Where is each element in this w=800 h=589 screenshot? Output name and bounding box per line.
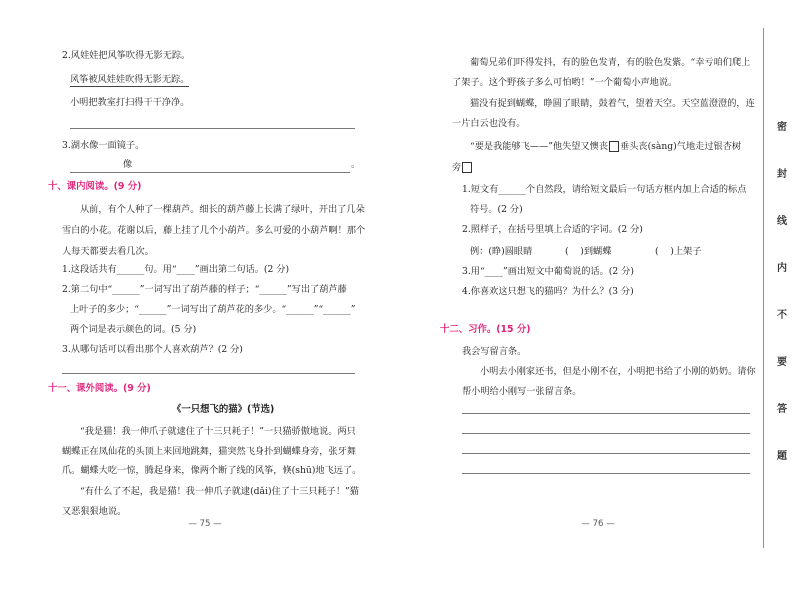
seal-char: 不 (777, 310, 787, 321)
passage-last-sentence (470, 141, 741, 153)
question-2-blank-2: ( )上架子 (655, 246, 702, 257)
answer-line (62, 373, 355, 374)
passage-line: 葡萄兄弟们吓得发抖，有的脸色发青，有的脸色发紫。“幸亏咱们爬上 (470, 57, 751, 68)
section-10-question-2-cont: 上叶子的多少；“______”一词写出了葫芦花的多少。“______”“______” (70, 304, 356, 315)
page-number-right: — 76 — (581, 519, 615, 529)
seal-char: 答 (777, 404, 787, 415)
seal-char: 内 (777, 263, 787, 274)
section-12-prompt-line: 帮小明给小刚写一张留言条。 (462, 386, 582, 397)
punctuation-box (462, 162, 472, 173)
writing-line (462, 413, 750, 414)
seal-char: 封 (777, 169, 787, 180)
passage-last-sentence-end (452, 162, 473, 174)
answer-line (70, 172, 350, 173)
section-10-question-2-cont: 两个词是表示颜色的词。(5 分) (70, 324, 197, 335)
section-11-heading: 十一、课外阅读。(9 分) (48, 383, 151, 394)
question-3: 3.用“____”画出短文中葡萄说的话。(2 分) (462, 266, 634, 277)
section-10-passage-line: 人每天都要去看几次。 (62, 246, 154, 257)
seal-line (763, 28, 764, 548)
section-11-passage-line: “有什么了不起，我是猫！我一伸爪子就逮(dǎi)住了十三只耗子！”猫 (80, 486, 359, 497)
section-10-passage-line: 雪白的小花。花谢以后，藤上挂了几个小葫芦。多么可爱的小葫芦啊！那个 (62, 225, 366, 236)
writing-line (462, 453, 750, 454)
punctuation-box (609, 141, 619, 152)
section-10-heading: 十、课内阅读。(9 分) (48, 181, 142, 192)
passage-last-sentence-start: “要是我能够飞——”他失望又懊丧 (470, 141, 609, 152)
section-10-passage-line: 从前，有个人种了一棵葫芦。细长的葫芦藤上长满了绿叶，开出了几朵 (80, 204, 365, 215)
question-2-example: 例：(睁)圆眼睛 (470, 246, 533, 257)
passage-last-sentence-middle: 垂头丧(sàng)气地走过银杏树 (620, 141, 742, 152)
rewrite-item2-task: 小明把教室打扫得干干净净。 (70, 97, 190, 108)
rewrite-item3-like-word: 像 (123, 159, 133, 170)
seal-char: 要 (777, 357, 787, 368)
question-1: 1.短文有______个自然段，请给短文最后一句话方框内加上合适的标点 (462, 184, 747, 195)
question-2-blank-1: ( )到蝴蝶 (565, 246, 612, 257)
rewrite-item2-example-text: 风筝被风娃娃吹得无影无踪。 (70, 74, 190, 85)
passage-line: 一片白云也没有。 (452, 118, 526, 129)
seal-char: 题 (777, 451, 787, 462)
rewrite-item3-period: 。 (351, 159, 361, 170)
writing-line (462, 433, 750, 434)
section-11-passage-line: 蝴蝶正在凤仙花的头顶上来回地跳舞，猫突然飞身扑到蝴蝶身旁，张牙舞 (62, 446, 356, 457)
question-2: 2.照样子，在括号里填上合适的字词。(2 分) (462, 224, 643, 235)
rewrite-item2-given: 2.风娃娃把风筝吹得无影无踪。 (62, 50, 191, 61)
question-4: 4.你喜欢这只想飞的猫吗？为什么？(3 分) (462, 286, 634, 297)
answer-line (70, 128, 355, 129)
seal-char: 线 (777, 216, 787, 227)
passage-line: 了架子。这个野孩子多么可怕哟！”一个葡萄小声地说。 (452, 77, 678, 88)
section-10-question-1: 1.这段话共有______句。用“____”画出第二句话。(2 分) (62, 264, 290, 275)
section-12-task-title: 我会写留言条。 (462, 346, 527, 357)
passage-last-sentence-end-text: 旁 (452, 162, 462, 173)
section-10-question-3: 3.从哪句话可以看出那个人喜欢葫芦？(2 分) (62, 344, 243, 355)
section-12-prompt-line: 小明去小刚家还书，但是小刚不在，小明把书给了小刚的奶奶。请你 (480, 366, 756, 377)
section-11-title: 《一只想飞的猫》(节选) (172, 404, 275, 415)
section-11-passage-line: 爪。蝴蝶大吃一惊，腾起身来，像两个断了线的风筝，倏(shū)地飞远了。 (62, 465, 362, 476)
section-10-question-2: 2.第二句中“______”一词写出了葫芦藤的样子；“______”写出了葫芦藤 (62, 284, 347, 295)
rewrite-item2-example (70, 74, 189, 86)
section-12-heading: 十二、习作。(15 分) (440, 324, 531, 335)
rewrite-item3-given: 3.湖水像一面镜子。 (62, 140, 145, 151)
section-11-passage-line: 又恶狠狠地说。 (62, 506, 127, 517)
question-1-cont: 符号。(2 分) (470, 204, 523, 215)
passage-line: 猫没有捉到蝴蝶，睁圆了眼睛，鼓着气，望着天空。天空蓝澄澄的，连 (470, 98, 755, 109)
page-number-left: — 75 — (188, 519, 222, 529)
writing-line (462, 473, 750, 474)
seal-char: 密 (777, 122, 787, 133)
section-11-passage-line: “我是猫！我一伸爪子就逮住了十三只耗子！”一只猫骄傲地说。两只 (80, 426, 356, 437)
